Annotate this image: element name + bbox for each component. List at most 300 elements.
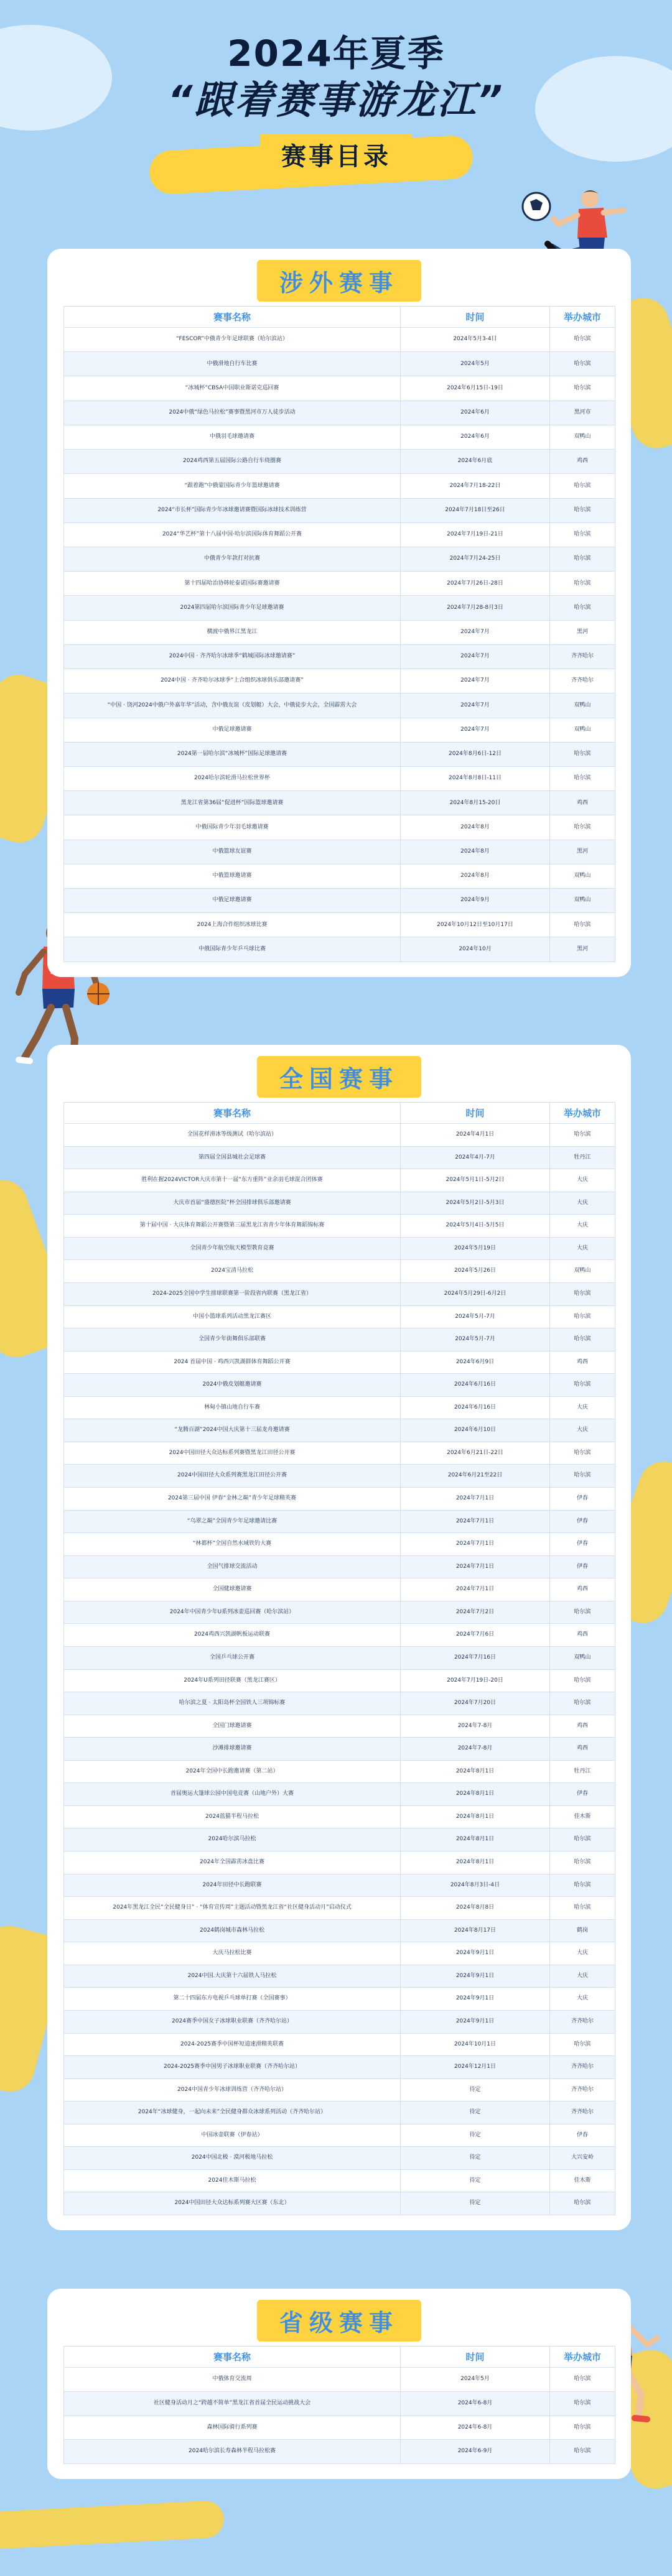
event-name-cell: 2024年中国青少年U系列冰壶巡回赛（哈尔滨站）: [64, 1601, 401, 1624]
event-city-cell: 鸡西: [550, 791, 615, 815]
event-city-cell: 哈尔滨: [550, 1692, 615, 1715]
event-time-cell: 2024年8月8日-11日: [401, 766, 550, 790]
table-header-row: [64, 307, 615, 328]
event-name-cell: 2024年U系列田径联赛（黑龙江赛区）: [64, 1669, 401, 1692]
event-city-cell: 哈尔滨: [550, 1465, 615, 1488]
foreign-events-heading: [63, 249, 615, 306]
event-city-cell: 哈尔滨: [550, 815, 615, 840]
event-name-cell: “跟着跑”中俄蒙国际青少年篮球邀请赛: [64, 474, 401, 498]
event-city-cell: 黑河: [550, 620, 615, 644]
event-time-cell: 待定: [401, 2124, 550, 2147]
event-name-cell: 全国青少年航空航天模型教育竞赛: [64, 1237, 401, 1260]
event-city-cell: 哈尔滨: [550, 2416, 615, 2440]
event-city-cell: 哈尔滨: [550, 376, 615, 401]
table-header-row: [64, 2347, 615, 2368]
table-row: [64, 1169, 615, 1192]
event-name-cell: 大庆市首届“盛德医院”杯全国排球俱乐部邀请赛: [64, 1192, 401, 1215]
provincial-events-table: [63, 2346, 615, 2464]
event-name-cell: 2024第三届中国 伊春“金林之巅”青少年足球精英赛: [64, 1488, 401, 1511]
table-row: [64, 1988, 615, 2011]
event-time-cell: 2024年6月16日: [401, 1396, 550, 1419]
event-name-cell: 2024上海合作组织冰球比赛: [64, 913, 401, 937]
event-time-cell: 2024年9月: [401, 889, 550, 913]
table-row: [64, 1124, 615, 1147]
table-row: [64, 1442, 615, 1465]
event-time-cell: 2024年8月: [401, 840, 550, 864]
table-row: [64, 718, 615, 742]
event-time-cell: 2024年10月1日: [401, 2033, 550, 2056]
event-city-cell: 哈尔滨: [550, 1828, 615, 1851]
event-time-cell: 2024年5月: [401, 2368, 550, 2392]
event-time-cell: 待定: [401, 2078, 550, 2101]
table-header-row: [64, 1103, 615, 1124]
table-row: [64, 572, 615, 596]
event-city-cell: 伊春: [550, 2124, 615, 2147]
event-time-cell: 2024年7-8月: [401, 1715, 550, 1738]
title-subtitle: 赛事目录: [260, 134, 412, 175]
event-time-cell: 待定: [401, 2147, 550, 2170]
table-row: [64, 1419, 615, 1442]
national-events-card: [47, 1045, 631, 2230]
event-city-cell: 齐齐哈尔: [550, 2078, 615, 2101]
table-row: [64, 1351, 615, 1374]
event-name-cell: 2024鸡西兴凯湖帆板运动联赛: [64, 1624, 401, 1647]
column-header-name: 赛事名称: [64, 307, 401, 328]
event-time-cell: 2024年8月1日: [401, 1805, 550, 1828]
event-time-cell: 2024年5月26日: [401, 1260, 550, 1283]
event-name-cell: “龙腾百湖”2024中国大庆第十三届龙舟邀请赛: [64, 1419, 401, 1442]
national-events-rows: [64, 1124, 615, 2215]
title-line-2: “跟着赛事游龙江”: [167, 77, 505, 123]
event-time-cell: 2024年8月8日: [401, 1897, 550, 1920]
table-row: [64, 1897, 615, 1920]
table-row: [64, 1715, 615, 1738]
table-row: [64, 474, 615, 498]
event-city-cell: 哈尔滨: [550, 2033, 615, 2056]
poster-title: [0, 31, 672, 175]
table-row: [64, 1874, 615, 1897]
event-name-cell: 第十届中国 · 大庆体育舞蹈公开赛暨第三届黑龙江省青少年体育舞蹈锦标赛: [64, 1215, 401, 1238]
table-row: [64, 498, 615, 522]
event-city-cell: 伊春: [550, 1555, 615, 1578]
event-time-cell: 2024年7月18-22日: [401, 474, 550, 498]
table-row: [64, 1146, 615, 1169]
event-name-cell: “乌翠之巅”全国青少年足球邀请比赛: [64, 1510, 401, 1533]
event-city-cell: 哈尔滨: [550, 474, 615, 498]
event-name-cell: 2024中国田径大众系列赛黑龙江田径公开赛: [64, 1465, 401, 1488]
event-time-cell: 2024年7月1日: [401, 1533, 550, 1556]
event-city-cell: 佳木斯: [550, 2169, 615, 2192]
event-city-cell: 黑河市: [550, 401, 615, 425]
event-name-cell: 第四届全国县城社会足球赛: [64, 1146, 401, 1169]
table-row: [64, 1465, 615, 1488]
event-city-cell: 哈尔滨: [550, 1282, 615, 1305]
event-city-cell: 大庆: [550, 1237, 615, 1260]
event-name-cell: “林都杯”全国自然水域铁钓大赛: [64, 1533, 401, 1556]
table-row: [64, 864, 615, 888]
event-time-cell: 2024年6月21至22日: [401, 1465, 550, 1488]
event-time-cell: 待定: [401, 2169, 550, 2192]
event-name-cell: 2024鹤岗城市森林马拉松: [64, 1919, 401, 1942]
event-name-cell: 全国门球邀请赛: [64, 1715, 401, 1738]
table-row: [64, 2440, 615, 2464]
event-time-cell: 2024年7月1日: [401, 1488, 550, 1511]
table-row: [64, 2391, 615, 2416]
event-name-cell: 全国青少年街舞俱乐部联赛: [64, 1328, 401, 1351]
event-name-cell: 2024-2025赛季中国男子冰球职业联赛（齐齐哈尔站）: [64, 2056, 401, 2079]
event-name-cell: 2024中国田径大众达标系列赛暨黑龙江田径公开赛: [64, 1442, 401, 1465]
event-city-cell: 哈尔滨: [550, 1897, 615, 1920]
event-name-cell: 森林国际骑行系列赛: [64, 2416, 401, 2440]
event-name-cell: “中国 · 饶河2024中俄户外嘉年华”活动，含中俄友谊（皮划艇）大会，中俄徒步大会，全国霹雳大会: [64, 693, 401, 718]
event-time-cell: 2024年7月16日: [401, 1646, 550, 1669]
event-time-cell: 2024年8月15-20日: [401, 791, 550, 815]
event-name-cell: 2024-2025全国中学生排球联赛第一阶段省内联赛（黑龙江省）: [64, 1282, 401, 1305]
table-row: [64, 1237, 615, 1260]
event-time-cell: 2024年6月21日-22日: [401, 1442, 550, 1465]
event-time-cell: 2024年4月1日: [401, 1124, 550, 1147]
event-city-cell: 哈尔滨: [550, 572, 615, 596]
event-time-cell: 2024年7月24-25日: [401, 547, 550, 571]
event-name-cell: 2024中国青少年冰球训练营（齐齐哈尔站）: [64, 2078, 401, 2101]
event-time-cell: 2024年7月: [401, 669, 550, 693]
event-time-cell: 2024年6月: [401, 401, 550, 425]
event-time-cell: 2024年6月10日: [401, 1419, 550, 1442]
event-time-cell: 2024年8月: [401, 815, 550, 840]
national-events-table: [63, 1102, 615, 2215]
event-city-cell: 鸡西: [550, 450, 615, 474]
event-name-cell: 全国气排球交流活动: [64, 1555, 401, 1578]
event-name-cell: 2024第一届哈尔滨“冰城杯”国际足球邀请赛: [64, 742, 401, 766]
table-row: [64, 1192, 615, 1215]
column-header-time: 时间: [401, 2347, 550, 2368]
event-name-cell: 中俄体育交流周: [64, 2368, 401, 2392]
event-name-cell: 2024赛季中国女子冰球职业联赛（齐齐哈尔站）: [64, 2010, 401, 2033]
event-name-cell: 2024佳木斯马拉松: [64, 2169, 401, 2192]
event-time-cell: 2024年10月12日至10月17日: [401, 913, 550, 937]
event-time-cell: 待定: [401, 2101, 550, 2124]
event-time-cell: 2024年7月: [401, 620, 550, 644]
event-city-cell: 哈尔滨: [550, 1124, 615, 1147]
event-time-cell: 2024年6月16日: [401, 1374, 550, 1397]
event-name-cell: 黑龙江省第36届“促进杯”国际篮球邀请赛: [64, 791, 401, 815]
table-row: [64, 1578, 615, 1601]
event-name-cell: 2024中国田径大众达标系列赛大区赛（东北）: [64, 2192, 401, 2215]
event-city-cell: 哈尔滨: [550, 522, 615, 547]
event-city-cell: 伊春: [550, 1533, 615, 1556]
provincial-events-title: 省级赛事: [257, 2300, 421, 2342]
table-row: [64, 2147, 615, 2170]
event-name-cell: 2024中国.大庆第十六届铁人马拉松: [64, 1965, 401, 1988]
table-row: [64, 1965, 615, 1988]
event-city-cell: 齐齐哈尔: [550, 2056, 615, 2079]
event-name-cell: 2024中国 · 齐齐哈尔冰球季“鹤城国际冰球邀请赛”: [64, 644, 401, 669]
table-row: [64, 2169, 615, 2192]
event-time-cell: 2024年4月-7月: [401, 1146, 550, 1169]
event-city-cell: 哈尔滨: [550, 1601, 615, 1624]
column-header-city: 举办城市: [550, 1103, 615, 1124]
event-name-cell: 2024宝清马拉松: [64, 1260, 401, 1283]
event-time-cell: 2024年7月1日: [401, 1510, 550, 1533]
event-city-cell: 鸡西: [550, 1351, 615, 1374]
table-row: [64, 328, 615, 352]
column-header-city: 举办城市: [550, 307, 615, 328]
event-time-cell: 2024年6月9日: [401, 1351, 550, 1374]
event-time-cell: 2024年5月-7月: [401, 1328, 550, 1351]
yellow-brush-bottom: [0, 2500, 225, 2551]
table-row: [64, 742, 615, 766]
table-row: [64, 1260, 615, 1283]
event-name-cell: 中俄羽毛球邀请赛: [64, 425, 401, 449]
event-city-cell: 哈尔滨: [550, 1851, 615, 1874]
event-city-cell: 哈尔滨: [550, 1305, 615, 1328]
table-row: [64, 1601, 615, 1624]
table-row: [64, 2192, 615, 2215]
event-city-cell: 双鸭山: [550, 1646, 615, 1669]
event-city-cell: 齐齐哈尔: [550, 644, 615, 669]
event-city-cell: 哈尔滨: [550, 1328, 615, 1351]
event-name-cell: 2024“华艺杯”第十八届中国·哈尔滨国际体育舞蹈公开赛: [64, 522, 401, 547]
event-city-cell: 哈尔滨: [550, 913, 615, 937]
event-city-cell: 哈尔滨: [550, 352, 615, 376]
event-time-cell: 2024年10月: [401, 937, 550, 961]
table-row: [64, 1805, 615, 1828]
table-row: [64, 620, 615, 644]
event-name-cell: 中俄滑地自行车比赛: [64, 352, 401, 376]
event-time-cell: 2024年6月15日-19日: [401, 376, 550, 401]
event-city-cell: 哈尔滨: [550, 328, 615, 352]
table-row: [64, 352, 615, 376]
event-time-cell: 2024年7月: [401, 644, 550, 669]
table-row: [64, 2368, 615, 2392]
table-row: [64, 1919, 615, 1942]
event-time-cell: 2024年8月: [401, 864, 550, 888]
event-name-cell: 中俄国际青少年羽毛球邀请赛: [64, 815, 401, 840]
event-time-cell: 2024年9月1日: [401, 2010, 550, 2033]
event-city-cell: 哈尔滨: [550, 2440, 615, 2464]
provincial-events-card: [47, 2289, 631, 2479]
table-row: [64, 1851, 615, 1874]
table-row: [64, 889, 615, 913]
event-city-cell: 大庆: [550, 1419, 615, 1442]
table-row: [64, 2101, 615, 2124]
national-events-title: 全国赛事: [257, 1056, 421, 1098]
event-time-cell: 2024年7月26日-28日: [401, 572, 550, 596]
table-row: [64, 1555, 615, 1578]
event-time-cell: 2024年7月28-8月3日: [401, 596, 550, 620]
event-time-cell: 2024年8月1日: [401, 1783, 550, 1806]
table-row: [64, 1488, 615, 1511]
event-time-cell: 2024年5月2日-5月3日: [401, 1192, 550, 1215]
event-name-cell: 首届奥运大篷球公园中国电竞赛（山地户外）大赛: [64, 1783, 401, 1806]
event-city-cell: 双鸭山: [550, 889, 615, 913]
event-name-cell: 中俄国际青少年乒乓球比赛: [64, 937, 401, 961]
event-name-cell: 中俄足球邀请赛: [64, 718, 401, 742]
event-city-cell: 哈尔滨: [550, 1669, 615, 1692]
event-city-cell: 大庆: [550, 1942, 615, 1965]
event-city-cell: 哈尔滨: [550, 1874, 615, 1897]
event-city-cell: 大庆: [550, 1396, 615, 1419]
event-name-cell: 2024年全国霹雳冰盘比赛: [64, 1851, 401, 1874]
event-city-cell: 伊春: [550, 1510, 615, 1533]
event-city-cell: 鸡西: [550, 1715, 615, 1738]
event-time-cell: 2024年6月底: [401, 450, 550, 474]
table-row: [64, 2056, 615, 2079]
foreign-events-rows: [64, 328, 615, 962]
event-city-cell: 伊春: [550, 1783, 615, 1806]
table-row: [64, 1374, 615, 1397]
event-time-cell: 2024年7-8月: [401, 1738, 550, 1761]
event-name-cell: 2024哈尔滨轮滑马拉松世界杯: [64, 766, 401, 790]
table-row: [64, 1828, 615, 1851]
table-row: [64, 2078, 615, 2101]
event-city-cell: 齐齐哈尔: [550, 669, 615, 693]
table-row: [64, 1738, 615, 1761]
event-time-cell: 2024年5月: [401, 352, 550, 376]
event-city-cell: 哈尔滨: [550, 547, 615, 571]
event-name-cell: 2024-2025赛季中国杯短道速滑精英联赛: [64, 2033, 401, 2056]
table-row: [64, 937, 615, 961]
event-name-cell: “FESCOR”中俄青少年足球联赛（哈尔滨站）: [64, 328, 401, 352]
table-row: [64, 1328, 615, 1351]
event-name-cell: 全国乒乓球公开赛: [64, 1646, 401, 1669]
table-row: [64, 840, 615, 864]
event-city-cell: 双鸭山: [550, 425, 615, 449]
event-name-cell: 2024年田径中长跑联赛: [64, 1874, 401, 1897]
event-city-cell: 哈尔滨: [550, 498, 615, 522]
table-row: [64, 425, 615, 449]
event-name-cell: 社区健身活动月之“跨越不简单”黑龙江省首届全民运动挑战大会: [64, 2391, 401, 2416]
event-time-cell: 2024年7月6日: [401, 1624, 550, 1647]
event-city-cell: 大兴安岭: [550, 2147, 615, 2170]
national-events-heading: [63, 1045, 615, 1102]
table-row: [64, 2010, 615, 2033]
foreign-events-card: [47, 249, 631, 977]
event-name-cell: 2024年黑龙江全民“全民健身日” · “体育宣传周”主题活动暨黑龙江省“社区健身活动月”启动仪式: [64, 1897, 401, 1920]
event-time-cell: 待定: [401, 2192, 550, 2215]
event-city-cell: 大庆: [550, 1169, 615, 1192]
event-time-cell: 2024年5月1日-5月2日: [401, 1169, 550, 1192]
table-row: [64, 1533, 615, 1556]
table-row: [64, 913, 615, 937]
event-city-cell: 大庆: [550, 1215, 615, 1238]
event-name-cell: “冰城杯”CBSA中国职业斯诺克巡回赛: [64, 376, 401, 401]
event-name-cell: 中俄篮球邀请赛: [64, 864, 401, 888]
event-name-cell: 林甸小镇山地自行车赛: [64, 1396, 401, 1419]
table-row: [64, 2033, 615, 2056]
event-time-cell: 2024年7月1日: [401, 1578, 550, 1601]
event-name-cell: 中俄足球邀请赛: [64, 889, 401, 913]
event-city-cell: 牡丹江: [550, 1146, 615, 1169]
event-city-cell: 哈尔滨: [550, 2368, 615, 2392]
event-city-cell: 齐齐哈尔: [550, 2010, 615, 2033]
event-time-cell: 2024年5月4日-5月5日: [401, 1215, 550, 1238]
event-name-cell: 2024中国北极 · 漠河极地马拉松: [64, 2147, 401, 2170]
event-time-cell: 2024年7月19日-20日: [401, 1669, 550, 1692]
event-time-cell: 2024年8月3日-4日: [401, 1874, 550, 1897]
event-name-cell: 2024中俄“绿色马拉松”赛事暨黑河市万人徒步活动: [64, 401, 401, 425]
event-city-cell: 哈尔滨: [550, 1374, 615, 1397]
event-time-cell: 2024年5月3-4日: [401, 328, 550, 352]
event-time-cell: 2024年8月1日: [401, 1851, 550, 1874]
event-city-cell: 鸡西: [550, 1624, 615, 1647]
event-name-cell: 2024蓝猫半程马拉松: [64, 1805, 401, 1828]
event-city-cell: 双鸭山: [550, 693, 615, 718]
table-row: [64, 522, 615, 547]
event-name-cell: 2024哈尔滨长寿森林半程马拉松赛: [64, 2440, 401, 2464]
event-name-cell: 2024“市长杯”国际青少年冰球邀请赛暨国际冰球技术训练营: [64, 498, 401, 522]
table-row: [64, 1215, 615, 1238]
table-row: [64, 644, 615, 669]
event-city-cell: 大庆: [550, 1965, 615, 1988]
event-name-cell: 第二十四届东方电视乒乓球单打赛（全国赛事）: [64, 1988, 401, 2011]
event-name-cell: 2024年“冰球健身，一起向未来”全民健身群众冰球系列活动（齐齐哈尔站）: [64, 2101, 401, 2124]
table-row: [64, 1282, 615, 1305]
column-header-name: 赛事名称: [64, 1103, 401, 1124]
event-name-cell: 2024中俄皮划艇邀请赛: [64, 1374, 401, 1397]
event-city-cell: 黑河: [550, 937, 615, 961]
event-city-cell: 哈尔滨: [550, 2192, 615, 2215]
provincial-events-heading: [63, 2289, 615, 2346]
column-header-city: 举办城市: [550, 2347, 615, 2368]
event-city-cell: 牡丹江: [550, 1760, 615, 1783]
event-name-cell: 横渡中俄界江黑龙江: [64, 620, 401, 644]
column-header-name: 赛事名称: [64, 2347, 401, 2368]
title-line-1: 2024年夏季: [227, 32, 445, 75]
event-name-cell: 第十四届哈治协韩轮泰诺国际赛邀请赛: [64, 572, 401, 596]
event-time-cell: 2024年7月: [401, 693, 550, 718]
event-time-cell: 2024年7月19日-21日: [401, 522, 550, 547]
table-row: [64, 1396, 615, 1419]
event-name-cell: 沙滩排球邀请赛: [64, 1738, 401, 1761]
table-row: [64, 1692, 615, 1715]
event-city-cell: 伊春: [550, 1488, 615, 1511]
event-time-cell: 2024年9月1日: [401, 1965, 550, 1988]
event-time-cell: 2024年7月2日: [401, 1601, 550, 1624]
event-time-cell: 2024年6-9月: [401, 2440, 550, 2464]
event-name-cell: 2024年全国中长跑邀请赛（第二站）: [64, 1760, 401, 1783]
event-city-cell: 哈尔滨: [550, 596, 615, 620]
event-city-cell: 双鸭山: [550, 1260, 615, 1283]
event-time-cell: 2024年7月1日: [401, 1555, 550, 1578]
event-time-cell: 2024年9月1日: [401, 1942, 550, 1965]
event-name-cell: 中国冰壶联赛（伊春站）: [64, 2124, 401, 2147]
event-name-cell: 哈尔滨之夏 · 太阳岛杯全国铁人三项锦标赛: [64, 1692, 401, 1715]
table-row: [64, 1760, 615, 1783]
table-row: [64, 596, 615, 620]
event-time-cell: 2024年8月1日: [401, 1760, 550, 1783]
event-name-cell: 中俄篮球友谊赛: [64, 840, 401, 864]
table-row: [64, 1624, 615, 1647]
foreign-events-table: [63, 306, 615, 962]
event-name-cell: 2024第四届哈尔滨国际青少年足球邀请赛: [64, 596, 401, 620]
event-time-cell: 2024年6-8月: [401, 2416, 550, 2440]
foreign-events-title: 涉外赛事: [257, 260, 421, 302]
table-row: [64, 2124, 615, 2147]
table-row: [64, 547, 615, 571]
table-row: [64, 1942, 615, 1965]
event-city-cell: 大庆: [550, 1192, 615, 1215]
event-name-cell: 2024 首届中国 · 鸡西兴凯湖群体育舞蹈公开赛: [64, 1351, 401, 1374]
table-row: [64, 766, 615, 790]
event-name-cell: 全国健球邀请赛: [64, 1578, 401, 1601]
event-name-cell: 2024哈尔滨马拉松: [64, 1828, 401, 1851]
table-row: [64, 693, 615, 718]
event-city-cell: 齐齐哈尔: [550, 2101, 615, 2124]
event-city-cell: 黑河: [550, 840, 615, 864]
table-row: [64, 2416, 615, 2440]
event-city-cell: 鸡西: [550, 1738, 615, 1761]
